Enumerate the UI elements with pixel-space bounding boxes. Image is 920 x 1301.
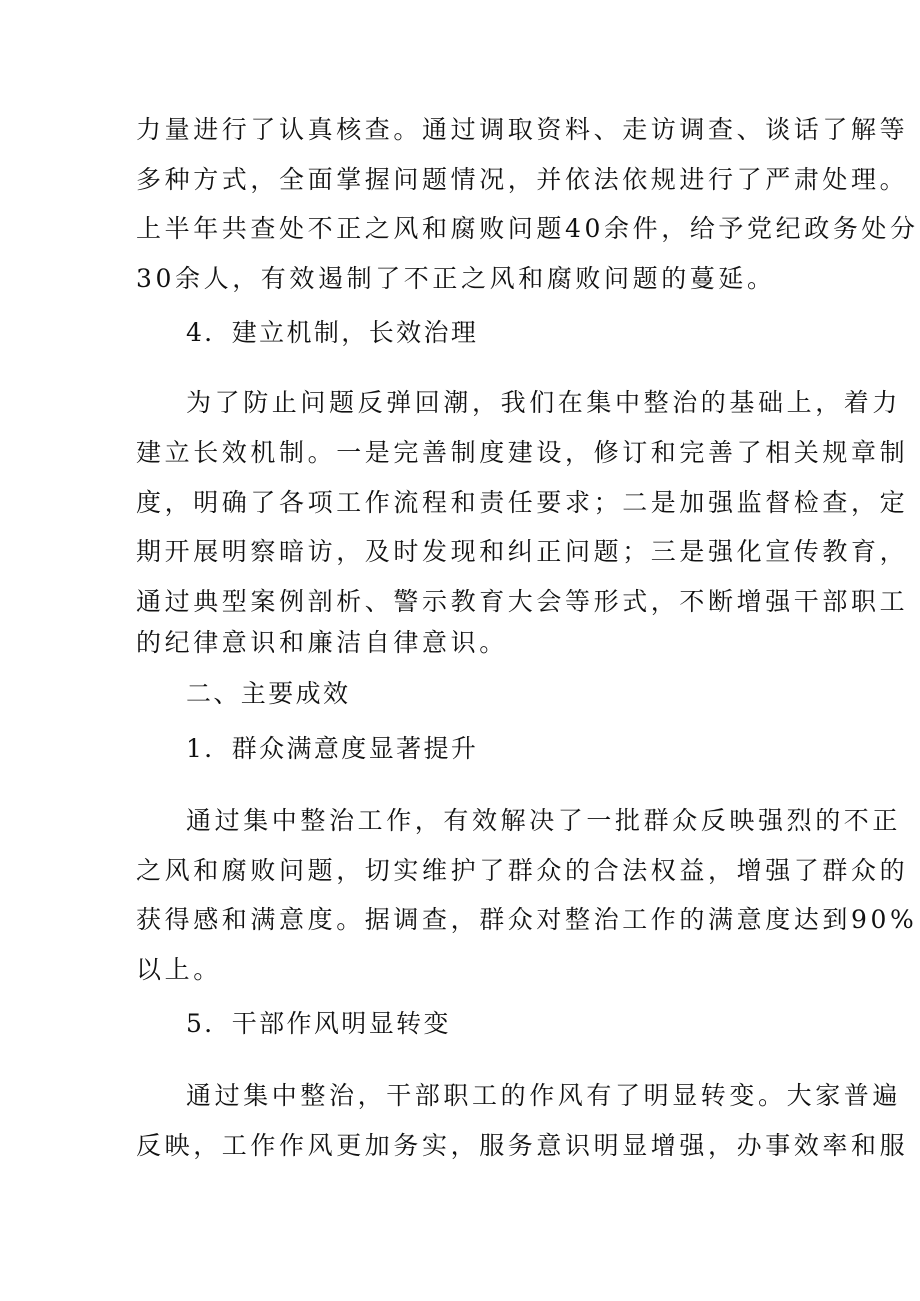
section-heading: 4．建立机制，长效治理 [186,318,479,347]
body-text-line: 力量进行了认真核查。通过调取资料、走访调查、谈话了解等 [136,115,909,144]
body-text-line: 建立长效机制。一是完善制度建设，修订和完善了相关规章制 [136,438,909,467]
body-text-line: 的纪律意识和廉洁自律意识。 [136,628,508,657]
body-text-line: 获得感和满意度。据调查，群众对整治工作的满意度达到90% [136,905,918,934]
body-text-line: 为了防止问题反弹回潮，我们在集中整治的基础上，着力 [186,388,902,417]
section-heading: 1．群众满意度显著提升 [186,734,479,763]
body-text-line: 反映，工作作风更加务实，服务意识明显增强，办事效率和服 [136,1131,909,1160]
body-text-line: 多种方式，全面掌握问题情况，并依法依规进行了严肃处理。 [136,165,909,194]
body-text-line: 30余人，有效遏制了不正之风和腐败问题的蔓延。 [136,264,776,293]
body-text-line: 通过集中整治，干部职工的作风有了明显转变。大家普遍 [186,1081,902,1110]
body-text-line: 期开展明察暗访，及时发现和纠正问题；三是强化宣传教育， [136,537,909,566]
body-text-line: 上半年共查处不正之风和腐败问题40余件，给予党纪政务处分 [136,214,919,243]
body-text-line: 度，明确了各项工作流程和责任要求；二是加强监督检查，定 [136,488,909,517]
body-text-line: 通过集中整治工作，有效解决了一批群众反映强烈的不正 [186,806,902,835]
section-heading: 5．干部作风明显转变 [186,1009,451,1038]
body-text-line: 以上。 [136,955,222,984]
chapter-heading: 二、主要成效 [186,679,351,708]
body-text-line: 之风和腐败问题，切实维护了群众的合法权益，增强了群众的 [136,856,909,885]
body-text-line: 通过典型案例剖析、警示教育大会等形式，不断增强干部职工 [136,587,909,616]
